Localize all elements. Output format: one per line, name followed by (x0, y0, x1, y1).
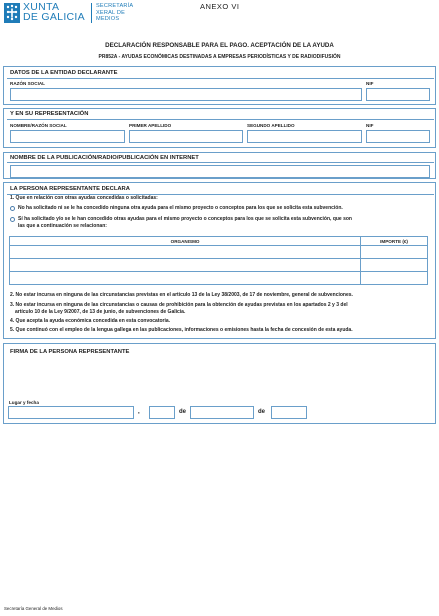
option-other-aid-text-line2: las que a continuación se relacionan: (18, 223, 107, 229)
date-of-label-2: de (258, 409, 266, 415)
publication-section-title: NOMBRE DE LA PUBLICACIÓN/RADIO/PUBLICACIÓN EN INTERNET (10, 155, 199, 161)
amount-cell[interactable] (361, 272, 428, 285)
signature-section-title: FIRMA DE LA PERSONA REPRESENTANTE (10, 349, 130, 355)
place-field[interactable] (8, 406, 134, 419)
representative-section-title: Y EN SU REPRESENTACIÓN (10, 111, 89, 117)
declaration-item-5: 5. Que continuó con el empleo de la lengua gallega en las publicaciones, informaciones o emisiones hasta la fecha de concesión de esta ayuda. (10, 327, 353, 333)
document-title: DECLARACIÓN RESPONSABLE PARA EL PAGO. ACEPTACIÓN DE LA AYUDA (105, 42, 334, 49)
section-divider (7, 119, 434, 120)
publication-section (3, 152, 436, 179)
declaration-section-title: LA PERSONA REPRESENTANTE DECLARA (10, 186, 130, 192)
organisation-column-header: ORGANISMO (10, 237, 361, 246)
year-field[interactable] (271, 406, 307, 419)
document-subtitle: PR852A - AYUDAS ECONÓMICAS DESTINADAS A EMPRESAS PERIODÍSTICAS Y DE RADIODIFUSIÓN (98, 54, 341, 60)
option-no-aid-text: No ha solicitado ni se le ha concedido ninguna otra ayuda para el mismo proyecto o conceptos para los que se solicita esta subvención. (18, 205, 343, 211)
rep-surname1-label: PRIMER APELLIDO (129, 123, 172, 128)
entity-section (3, 66, 436, 105)
place-date-label: Lugar y fecha (9, 400, 39, 405)
table-row (10, 272, 428, 285)
amount-cell[interactable] (361, 246, 428, 259)
rep-surname2-field[interactable] (247, 130, 362, 143)
declaration-item-4: 4. Que acepta la ayuda económica concedida en esta convocatoria. (10, 318, 171, 324)
entity-nif-field[interactable] (366, 88, 430, 101)
day-field[interactable] (149, 406, 175, 419)
month-field[interactable] (190, 406, 254, 419)
table-header-row (10, 237, 428, 246)
rep-name-label: NOMBRE/RAZÓN SOCIAL (10, 123, 67, 128)
entity-nif-label: NIF (366, 81, 374, 86)
option-no-aid-radio[interactable] (10, 206, 15, 211)
declaration-item-3-line1: 3. No estar incursa en ninguna de las circunstancias o causas de prohibición para la obtención de ayudas previstas en los apartados 2 y 3 del (10, 302, 348, 308)
organisation-cell[interactable] (10, 272, 361, 285)
xunta-logo-text: XUNTA DE GALICIA (23, 1, 85, 23)
option-other-aid-radio[interactable] (10, 217, 15, 222)
option-other-aid-text-line1: Sí ha solicitado y/o se le han concedido otras ayudas para el mismo proyecto o conceptos para los que se solicita esta subvención, que son (18, 216, 352, 222)
other-aid-table (9, 236, 428, 285)
galicia-cross-logo-icon (4, 3, 20, 23)
date-comma: , (138, 409, 140, 415)
organisation-name: SECRETARÍA XERAL DE MEDIOS (96, 3, 134, 23)
section-divider (7, 162, 434, 163)
date-of-label-1: de (179, 409, 187, 415)
company-name-label: RAZÓN SOCIAL (10, 81, 45, 86)
rep-nif-field[interactable] (366, 130, 430, 143)
publication-name-field[interactable] (10, 165, 430, 178)
rep-nif-label: NIF (366, 123, 374, 128)
rep-name-field[interactable] (10, 130, 125, 143)
declaration-item-3-line2: artículo 10 de la Ley 9/2007, de 13 de junio, de subvenciones de Galicia. (15, 309, 186, 315)
organisation-cell[interactable] (10, 259, 361, 272)
page-header (0, 0, 439, 30)
table-row (10, 246, 428, 259)
page-footer: Secretaría General de Medios (4, 606, 63, 611)
rep-surname1-field[interactable] (129, 130, 243, 143)
annex-label: ANEXO VI (200, 2, 240, 11)
logo-divider (91, 3, 92, 23)
amount-column-header: IMPORTE (€) (361, 237, 428, 246)
entity-section-title: DATOS DE LA ENTIDAD DECLARANTE (10, 70, 118, 76)
amount-cell[interactable] (361, 259, 428, 272)
declaration-item-1: 1. Que en relación con otras ayudas concedidas o solicitadas: (10, 195, 158, 201)
company-name-field[interactable] (10, 88, 362, 101)
section-divider (7, 78, 434, 79)
declaration-item-2: 2. No estar incursa en ninguna de las circunstancias previstas en el artículo 13 de la Ley 38/2003, de 17 de noviembre, general de subvenciones. (10, 292, 353, 298)
table-row (10, 259, 428, 272)
representative-section (3, 108, 436, 148)
rep-surname2-label: SEGUNDO APELLIDO (247, 123, 295, 128)
organisation-cell[interactable] (10, 246, 361, 259)
